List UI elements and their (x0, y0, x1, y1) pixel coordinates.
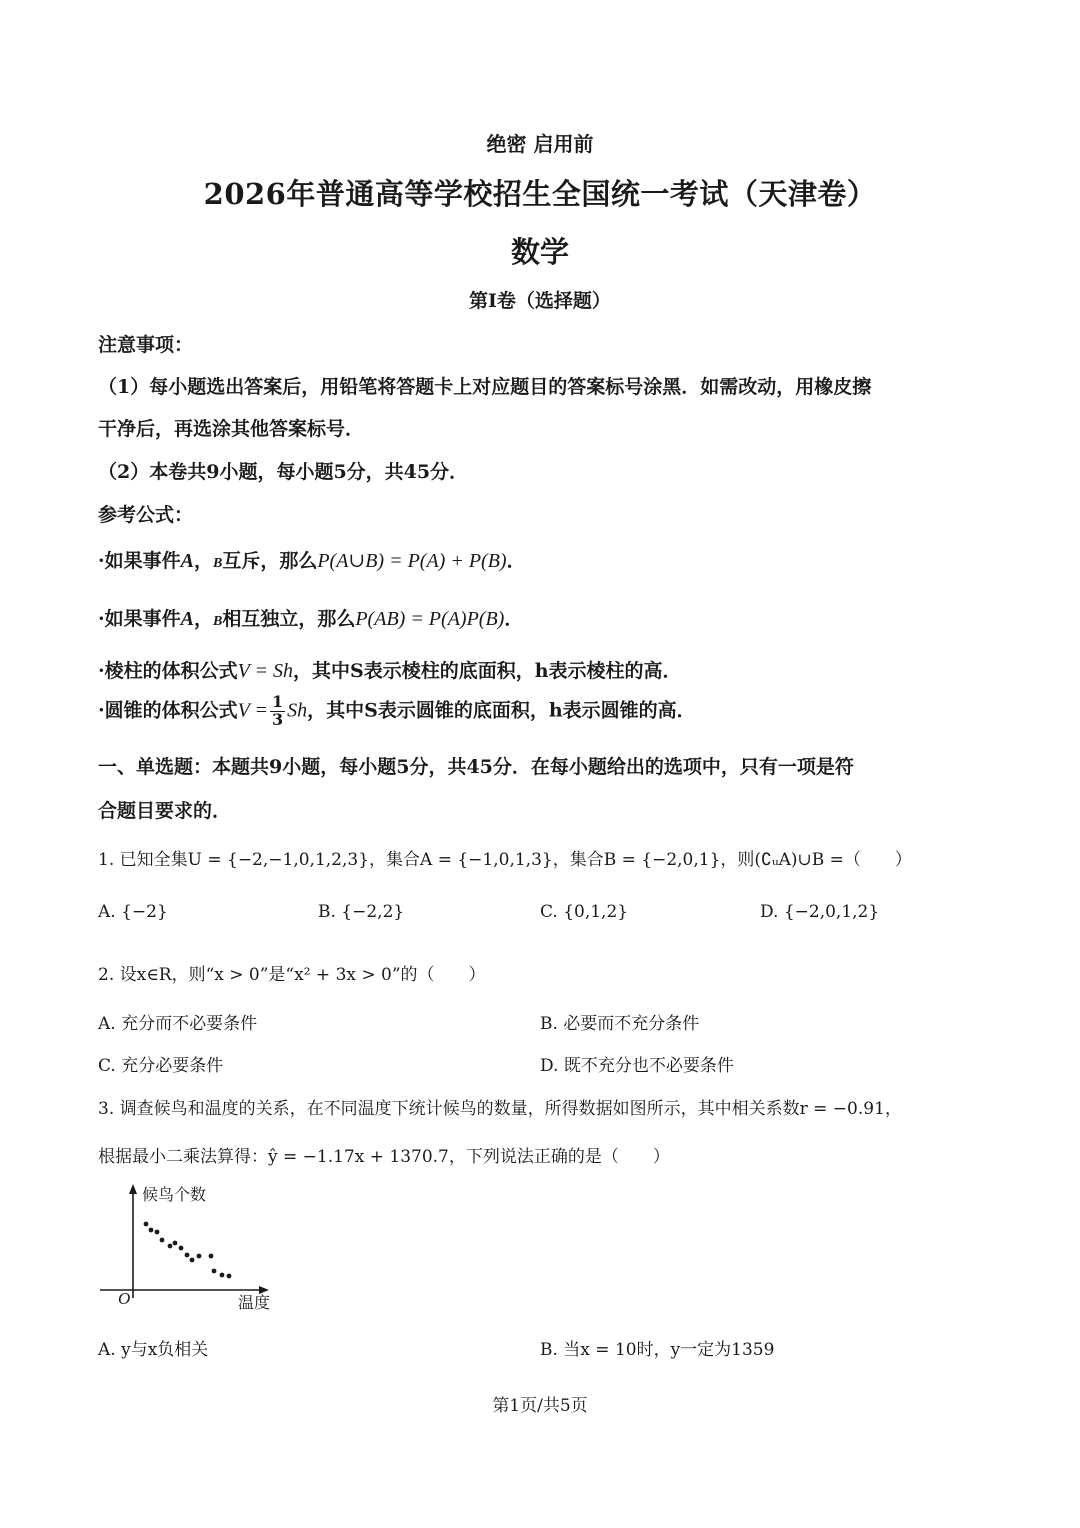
question-1-option-c: C. {0,1,2} (540, 902, 629, 922)
scatter-point (144, 1222, 149, 1227)
scatter-point (173, 1241, 178, 1246)
subject-title: 数学 (510, 235, 569, 269)
scatter-point (227, 1274, 232, 1279)
fraction-one-third (270, 694, 285, 729)
formula-exclusive-math: P(A∪B) = P(A) + P(B) (317, 550, 507, 572)
event-a: A (180, 550, 194, 572)
formulas-heading: 参考公式： (98, 504, 194, 526)
formula-independent-math: P(AB) = P(A)P(B) (355, 608, 505, 630)
scatter-point (160, 1238, 165, 1243)
scatter-point (149, 1228, 154, 1233)
formula-cone-v: V = (237, 699, 268, 722)
formula-prism-math: V = Sh (237, 660, 293, 682)
scatter-point (168, 1244, 173, 1249)
event-b-2: B (212, 614, 223, 629)
scatter-point (212, 1269, 217, 1274)
part-one-instructions-line-2: 合题目要求的． (98, 800, 232, 822)
formula-exclusive-pre: ·如果事件 (98, 550, 181, 572)
notice-item-1-line-2: 干净后，再选涂其他答案标号． (98, 418, 365, 440)
notice-item-1-text: （1）每小题选出答案后，用铅笔将答题卡上对应题目的答案标号涂黑．如需改动，用橡皮擦 (98, 376, 872, 398)
formula-exclusive-mid: 互斥，那么 (222, 550, 318, 572)
formula-independent: ·如果事件A，B相互独立，那么P(AB) = P(A)P(B)． (98, 608, 524, 630)
section-title: 第Ⅰ卷（选择题） (469, 290, 611, 312)
scatter-point (209, 1254, 214, 1259)
scatter-point (179, 1246, 184, 1251)
y-axis-arrow (129, 1184, 137, 1194)
notice-heading: 注意事项： (98, 334, 194, 356)
question-2-stem: 2. 设x∈R，则“x > 0”是“x² + 3x > 0”的（ ） (98, 965, 486, 985)
fraction-numerator: 1 (271, 692, 284, 711)
exam-title: 2026年普通高等学校招生全国统一考试（天津卷） (203, 177, 877, 211)
page-footer: 第1页/共5页 (492, 1396, 588, 1416)
question-2-option-c: C. 充分必要条件 (98, 1056, 224, 1076)
fraction-denominator: 3 (271, 709, 284, 729)
scatter-point (220, 1273, 225, 1278)
formula-prism-volume (98, 656, 682, 683)
scatter-figure (95, 1180, 395, 1320)
formula-cone-pre: ·圆锥的体积公式 (98, 699, 238, 722)
formula-prism-post: ，其中S表示棱柱的底面积，h表示棱柱的高． (292, 660, 682, 682)
confidential-label: 绝密 启用前 (486, 132, 594, 156)
formula-prism-pre: ·棱柱的体积公式 (98, 660, 238, 682)
formula-cone-sh: Sh (287, 699, 308, 722)
question-3-stem-line-2: 根据最小二乘法算得：ŷ = −1.17x + 1370.7，下列说法正确的是（ ） (98, 1147, 670, 1167)
question-3-option-a: A. y与x负相关 (98, 1340, 209, 1360)
question-3-stem-line-1: 3. 调查候鸟和温度的关系，在不同温度下统计候鸟的数量，所得数据如图所示，其中相关系数r = −0.91， (98, 1099, 902, 1119)
scatter-point (190, 1258, 195, 1263)
formula-cone-volume (98, 694, 696, 729)
question-2-option-b: B. 必要而不充分条件 (540, 1014, 700, 1034)
x-axis-label: 温度 (238, 1293, 271, 1312)
question-3-option-b: B. 当x = 10时，y一定为1359 (540, 1340, 775, 1360)
scatter-point (155, 1230, 160, 1235)
question-2-option-d: D. 既不充分也不必要条件 (540, 1056, 734, 1076)
event-b: B (212, 556, 223, 571)
question-1-stem: 1. 已知全集U = {−2,−1,0,1,2,3}，集合A = {−1,0,1,3}，集合B = {−2,0,1}，则(∁ᵤA)∪B =（ ） (98, 850, 912, 870)
scatter-point (185, 1253, 190, 1258)
scatter-point (197, 1254, 202, 1259)
formula-cone-post: ，其中S表示圆锥的底面积，h表示圆锥的高． (307, 699, 696, 722)
question-1-option-a: A. {−2} (98, 902, 168, 922)
event-a-2: A (180, 608, 194, 630)
formula-independent-mid: 相互独立，那么 (222, 608, 356, 630)
formula-exclusive: ·如果事件A，B互斥，那么P(A∪B) = P(A) + P(B)． (98, 550, 526, 572)
question-1-option-d: D. {−2,0,1,2} (760, 902, 880, 922)
part-one-instructions-line-1: 一、单选题：本题共9小题，每小题5分，共45分．在每小题给出的选项中，只有一项是符 (98, 756, 854, 778)
question-1-option-b: B. {−2,2} (318, 902, 405, 922)
y-axis-label: 候鸟个数 (142, 1185, 207, 1204)
origin-label: O (118, 1289, 131, 1308)
notice-item-1-line-1 (98, 372, 871, 399)
question-2-option-a: A. 充分而不必要条件 (98, 1014, 258, 1034)
formula-independent-pre: ·如果事件 (98, 608, 181, 630)
notice-item-2: （2）本卷共9小题，每小题5分，共45分． (98, 461, 469, 483)
